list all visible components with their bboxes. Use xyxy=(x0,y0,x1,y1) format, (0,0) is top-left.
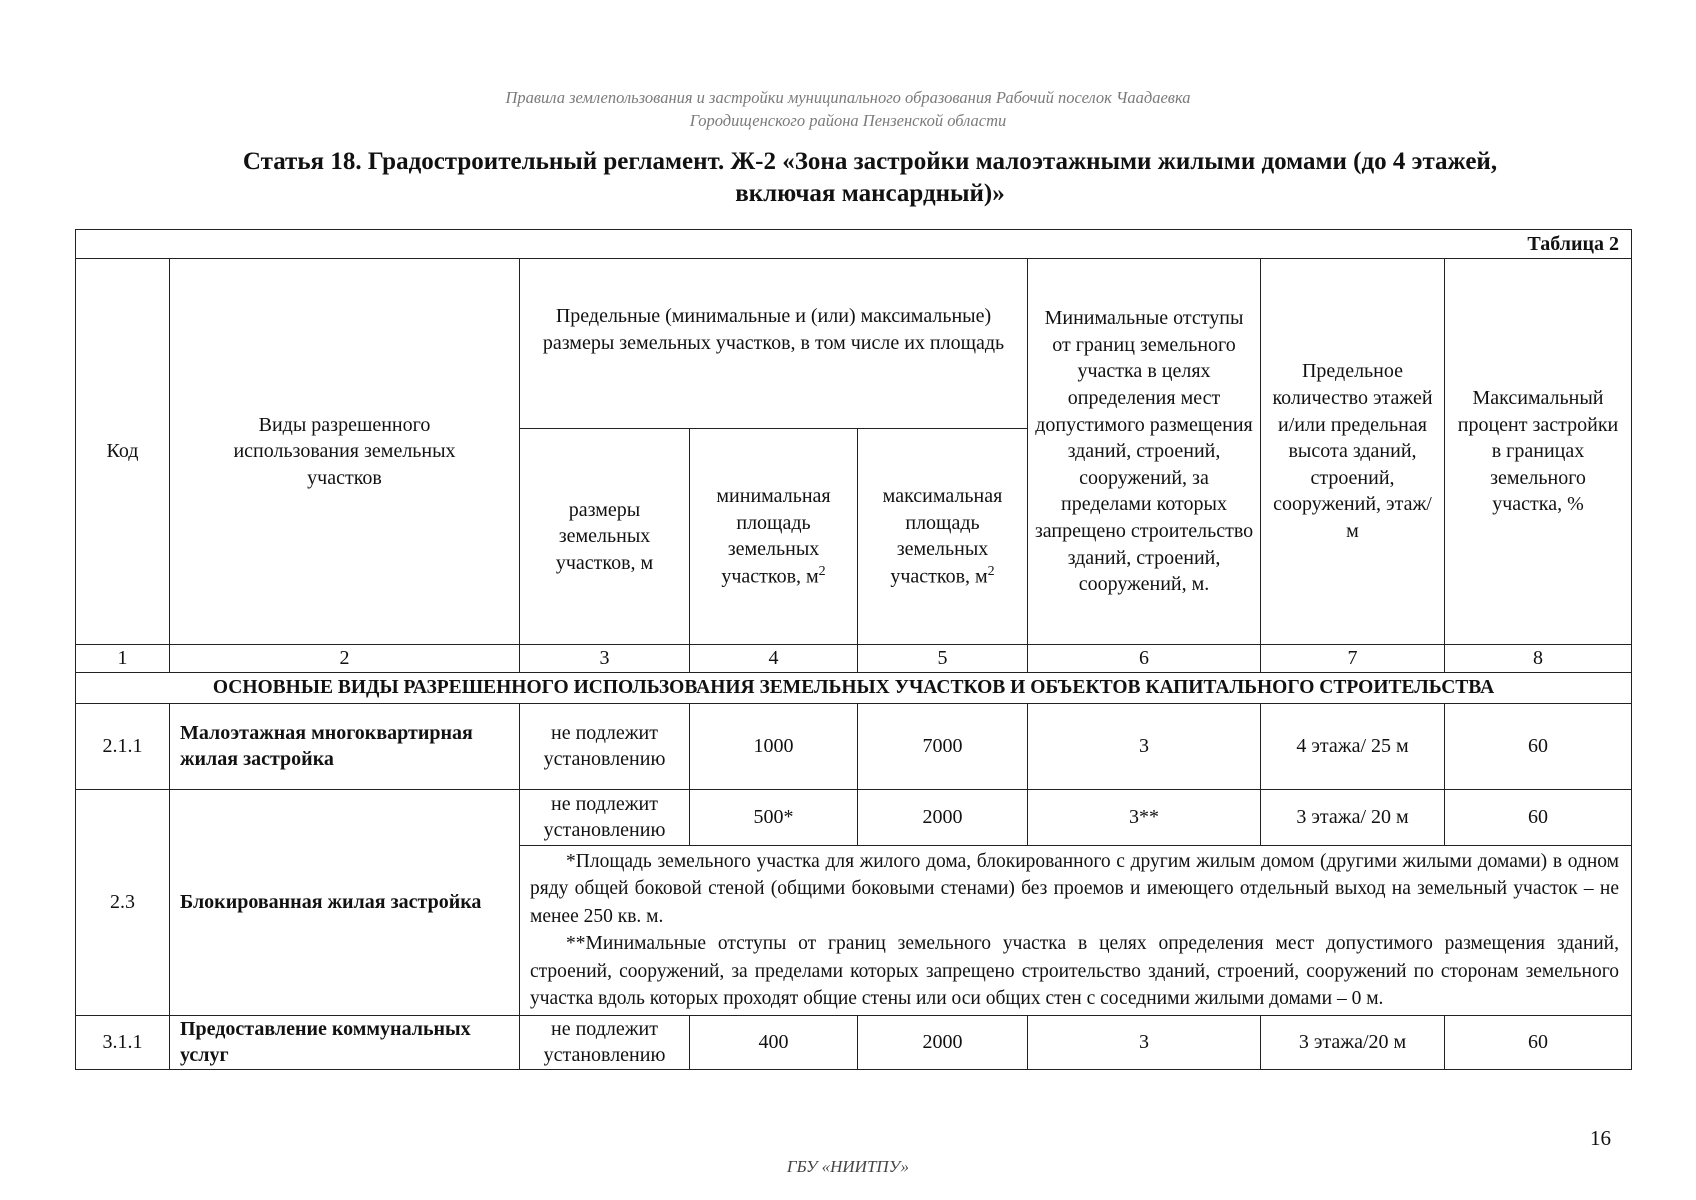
row-use-name: Блокированная жилая застройка xyxy=(170,789,520,1015)
row-size: не подлежит установлению xyxy=(520,789,690,845)
row-size: не подлежит установлению xyxy=(520,703,690,789)
row-code: 3.1.1 xyxy=(76,1015,170,1069)
table-row xyxy=(76,789,1632,845)
row-max-area: 7000 xyxy=(858,703,1028,789)
column-number: 5 xyxy=(858,645,1028,673)
row-max-area: 2000 xyxy=(858,789,1028,845)
header-min-area-unit: 2 xyxy=(818,563,826,579)
header-coverage: Максимальный процент застройки в границах земельного участка, % xyxy=(1445,259,1632,645)
table-label: Таблица 2 xyxy=(76,230,1632,259)
header-line-1: Правила землепользования и застройки муниципального образования Рабочий поселок Чаадаевка xyxy=(505,88,1191,107)
row-coverage: 60 xyxy=(1445,703,1632,789)
row-setback: 3 xyxy=(1028,1015,1261,1069)
table-row xyxy=(76,1015,1632,1069)
header-sizes-group: Предельные (минимальные и (или) максимальные) размеры земельных участков, в том числе их площадь xyxy=(520,259,1028,429)
column-number: 2 xyxy=(170,645,520,673)
column-number: 7 xyxy=(1261,645,1445,673)
page-number: 16 xyxy=(1590,1126,1611,1150)
section-title: ОСНОВНЫЕ ВИДЫ РАЗРЕШЕННОГО ИСПОЛЬЗОВАНИЯ ЗЕМЕЛЬНЫХ УЧАСТКОВ И ОБЪЕКТОВ КАПИТАЛЬНОГО СТРОИТЕЛЬСТВА xyxy=(76,672,1632,703)
row-floors: 4 этажа/ 25 м xyxy=(1261,703,1445,789)
footnote-area: *Площадь земельного участка для жилого дома, блокированного с другим жилым домом (другими жилыми домами) в одном ряду общей боковой стеной (общими боковыми стенами) без проемов и имеющего отдельный выход на земельный участок – не менее 250 кв. м. xyxy=(530,850,1619,927)
row-use-name: Малоэтажная многоквартирная жилая застройка xyxy=(170,703,520,789)
row-code: 2.3 xyxy=(76,789,170,1015)
column-number: 1 xyxy=(76,645,170,673)
regulation-table xyxy=(75,229,1632,1070)
header-line-2: Городищенского района Пензенской области xyxy=(689,111,1007,130)
document-footer: ГБУ «НИИТПУ» xyxy=(786,1157,910,1176)
document-running-header xyxy=(0,86,1696,132)
row-setback: 3** xyxy=(1028,789,1261,845)
header-uses: Виды разрешенного использования земельных участков xyxy=(170,259,520,645)
row-floors: 3 этажа/20 м xyxy=(1261,1015,1445,1069)
row-floors: 3 этажа/ 20 м xyxy=(1261,789,1445,845)
row-min-area: 1000 xyxy=(690,703,858,789)
row-min-area: 500* xyxy=(690,789,858,845)
row-max-area: 2000 xyxy=(858,1015,1028,1069)
row-size: не подлежит установлению xyxy=(520,1015,690,1069)
table-row xyxy=(76,703,1632,789)
header-setbacks: Минимальные отступы от границ земельного участка в целях определения мест допустимого размещения зданий, строений, сооружений, за пределами которых запрещено строительство зданий, строений, сооружений, м. xyxy=(1028,259,1261,645)
row-code: 2.1.1 xyxy=(76,703,170,789)
header-min-area-text: минимальная площадь земельных участков, м xyxy=(716,484,831,588)
title-line-1: Статья 18. Градостроительный регламент. Ж-2 «Зона застройки малоэтажными жилыми домами (до 4 этажей, xyxy=(242,148,1498,175)
column-number: 4 xyxy=(690,645,858,673)
header-code: Код xyxy=(76,259,170,645)
row-footnotes xyxy=(520,845,1632,1015)
header-floors: Предельное количество этажей и/или предельная высота зданий, строений, сооружений, этаж/м xyxy=(1261,259,1445,645)
column-number: 6 xyxy=(1028,645,1261,673)
header-max-area-text: максимальная площадь земельных участков, м xyxy=(882,484,1003,588)
column-numbers-row xyxy=(76,645,1632,673)
header-min-area xyxy=(690,429,858,645)
header-max-area xyxy=(858,429,1028,645)
header-size-m: размеры земельных участков, м xyxy=(520,429,690,645)
row-min-area: 400 xyxy=(690,1015,858,1069)
row-coverage: 60 xyxy=(1445,789,1632,845)
column-number: 8 xyxy=(1445,645,1632,673)
row-coverage: 60 xyxy=(1445,1015,1632,1069)
row-setback: 3 xyxy=(1028,703,1261,789)
footnote-setback: **Минимальные отступы от границ земельного участка в целях определения мест допустимого размещения зданий, строений, сооружений, за пределами которых запрещено строительство зданий, строений, сооружений по сторонам земельного участка вдоль которых проходят общие стены или оси общих стен с соседними жилыми домами – 0 м. xyxy=(530,933,1619,1010)
title-line-2: включая мансардный)» xyxy=(735,180,1005,207)
header-max-area-unit: 2 xyxy=(987,563,995,579)
column-number: 3 xyxy=(520,645,690,673)
article-title xyxy=(120,146,1620,210)
row-use-name: Предоставление коммунальных услуг xyxy=(170,1015,520,1069)
regulation-table-container xyxy=(75,229,1631,1070)
